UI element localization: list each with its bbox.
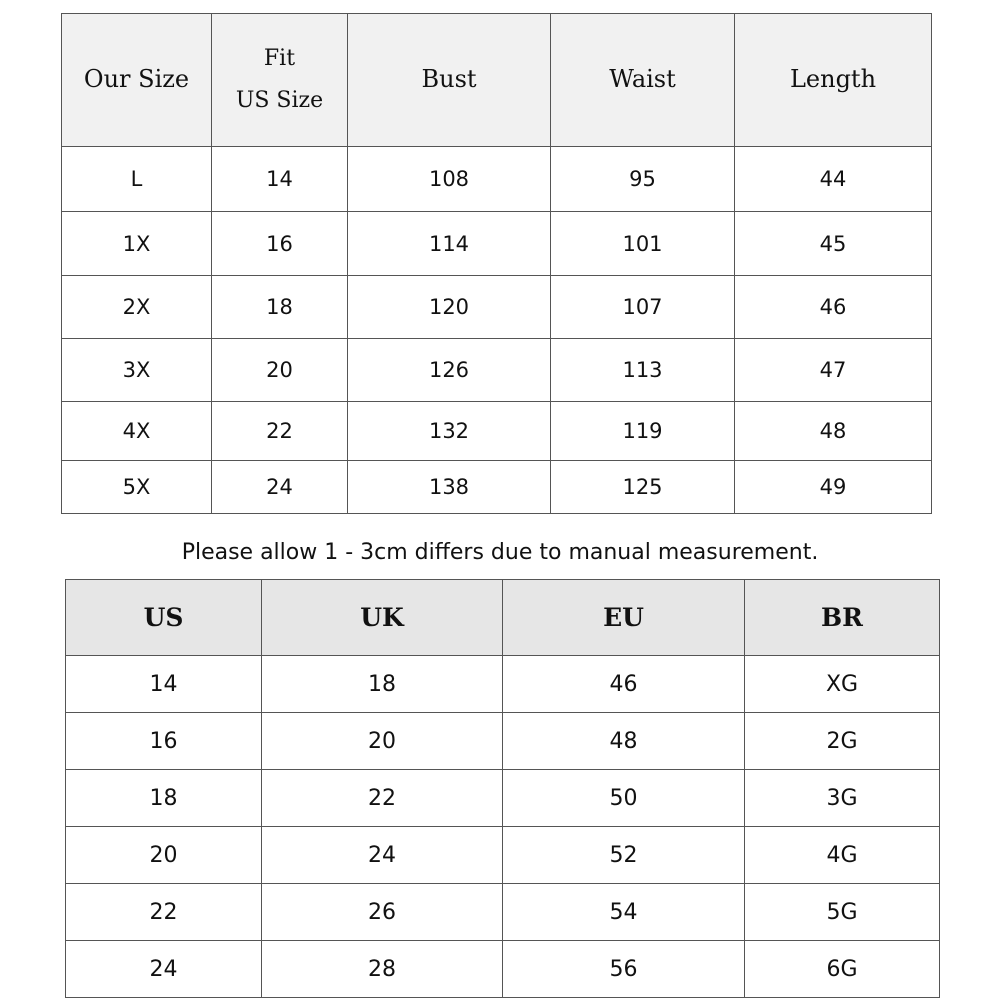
cell-waist: 101 [551, 212, 735, 276]
cell-length: 46 [735, 276, 932, 339]
table-row [66, 941, 940, 998]
header-eu: EU [503, 580, 745, 656]
cell-eu: 48 [503, 713, 745, 770]
table-row [66, 713, 940, 770]
cell-bust: 138 [348, 461, 551, 514]
cell-eu: 54 [503, 884, 745, 941]
cell-our-size: L [62, 147, 212, 212]
table-row [62, 276, 932, 339]
cell-eu: 56 [503, 941, 745, 998]
header-uk: UK [262, 580, 503, 656]
header-us-size-line: US Size [235, 88, 324, 113]
header-fit-line: Fit [263, 46, 296, 72]
cell-waist: 113 [551, 339, 735, 402]
cell-bust: 126 [348, 339, 551, 402]
cell-us-size: 16 [212, 212, 348, 276]
table-row [62, 147, 932, 212]
cell-waist: 95 [551, 147, 735, 212]
header-length: Length [735, 14, 932, 147]
cell-eu: 52 [503, 827, 745, 884]
cell-our-size: 4X [62, 402, 212, 461]
cell-br: 3G [745, 770, 940, 827]
cell-our-size: 3X [62, 339, 212, 402]
table-row [62, 339, 932, 402]
size-chart-table [61, 13, 932, 514]
header-fit-us-size [212, 14, 348, 147]
cell-us-size: 14 [212, 147, 348, 212]
cell-br: 6G [745, 941, 940, 998]
cell-waist: 119 [551, 402, 735, 461]
table-row [66, 827, 940, 884]
header-br: BR [745, 580, 940, 656]
cell-br: XG [745, 656, 940, 713]
cell-us: 14 [66, 656, 262, 713]
cell-us: 20 [66, 827, 262, 884]
header-us: US [66, 580, 262, 656]
table-row [62, 402, 932, 461]
cell-our-size: 5X [62, 461, 212, 514]
cell-uk: 22 [262, 770, 503, 827]
cell-us: 18 [66, 770, 262, 827]
cell-br: 4G [745, 827, 940, 884]
cell-uk: 24 [262, 827, 503, 884]
table-row [66, 770, 940, 827]
cell-br: 2G [745, 713, 940, 770]
cell-length: 44 [735, 147, 932, 212]
size-chart-header-row [62, 14, 932, 147]
cell-our-size: 1X [62, 212, 212, 276]
cell-us: 16 [66, 713, 262, 770]
header-waist: Waist [551, 14, 735, 147]
table-row [62, 461, 932, 514]
table-row [66, 884, 940, 941]
cell-uk: 26 [262, 884, 503, 941]
table-row [66, 656, 940, 713]
cell-waist: 107 [551, 276, 735, 339]
cell-us-size: 18 [212, 276, 348, 339]
cell-length: 49 [735, 461, 932, 514]
cell-uk: 28 [262, 941, 503, 998]
cell-br: 5G [745, 884, 940, 941]
cell-length: 47 [735, 339, 932, 402]
cell-length: 48 [735, 402, 932, 461]
cell-us-size: 24 [212, 461, 348, 514]
measurement-note: Please allow 1 - 3cm differs due to manual measurement. [181, 540, 819, 565]
table-row [62, 212, 932, 276]
cell-bust: 114 [348, 212, 551, 276]
cell-uk: 20 [262, 713, 503, 770]
conversion-header-row [66, 580, 940, 656]
header-bust: Bust [348, 14, 551, 147]
cell-us-size: 20 [212, 339, 348, 402]
cell-eu: 50 [503, 770, 745, 827]
cell-us: 22 [66, 884, 262, 941]
cell-bust: 108 [348, 147, 551, 212]
cell-us-size: 22 [212, 402, 348, 461]
cell-uk: 18 [262, 656, 503, 713]
cell-bust: 132 [348, 402, 551, 461]
cell-us: 24 [66, 941, 262, 998]
header-our-size: Our Size [62, 14, 212, 147]
size-conversion-table [65, 579, 940, 998]
cell-eu: 46 [503, 656, 745, 713]
cell-bust: 120 [348, 276, 551, 339]
cell-our-size: 2X [62, 276, 212, 339]
cell-waist: 125 [551, 461, 735, 514]
cell-length: 45 [735, 212, 932, 276]
